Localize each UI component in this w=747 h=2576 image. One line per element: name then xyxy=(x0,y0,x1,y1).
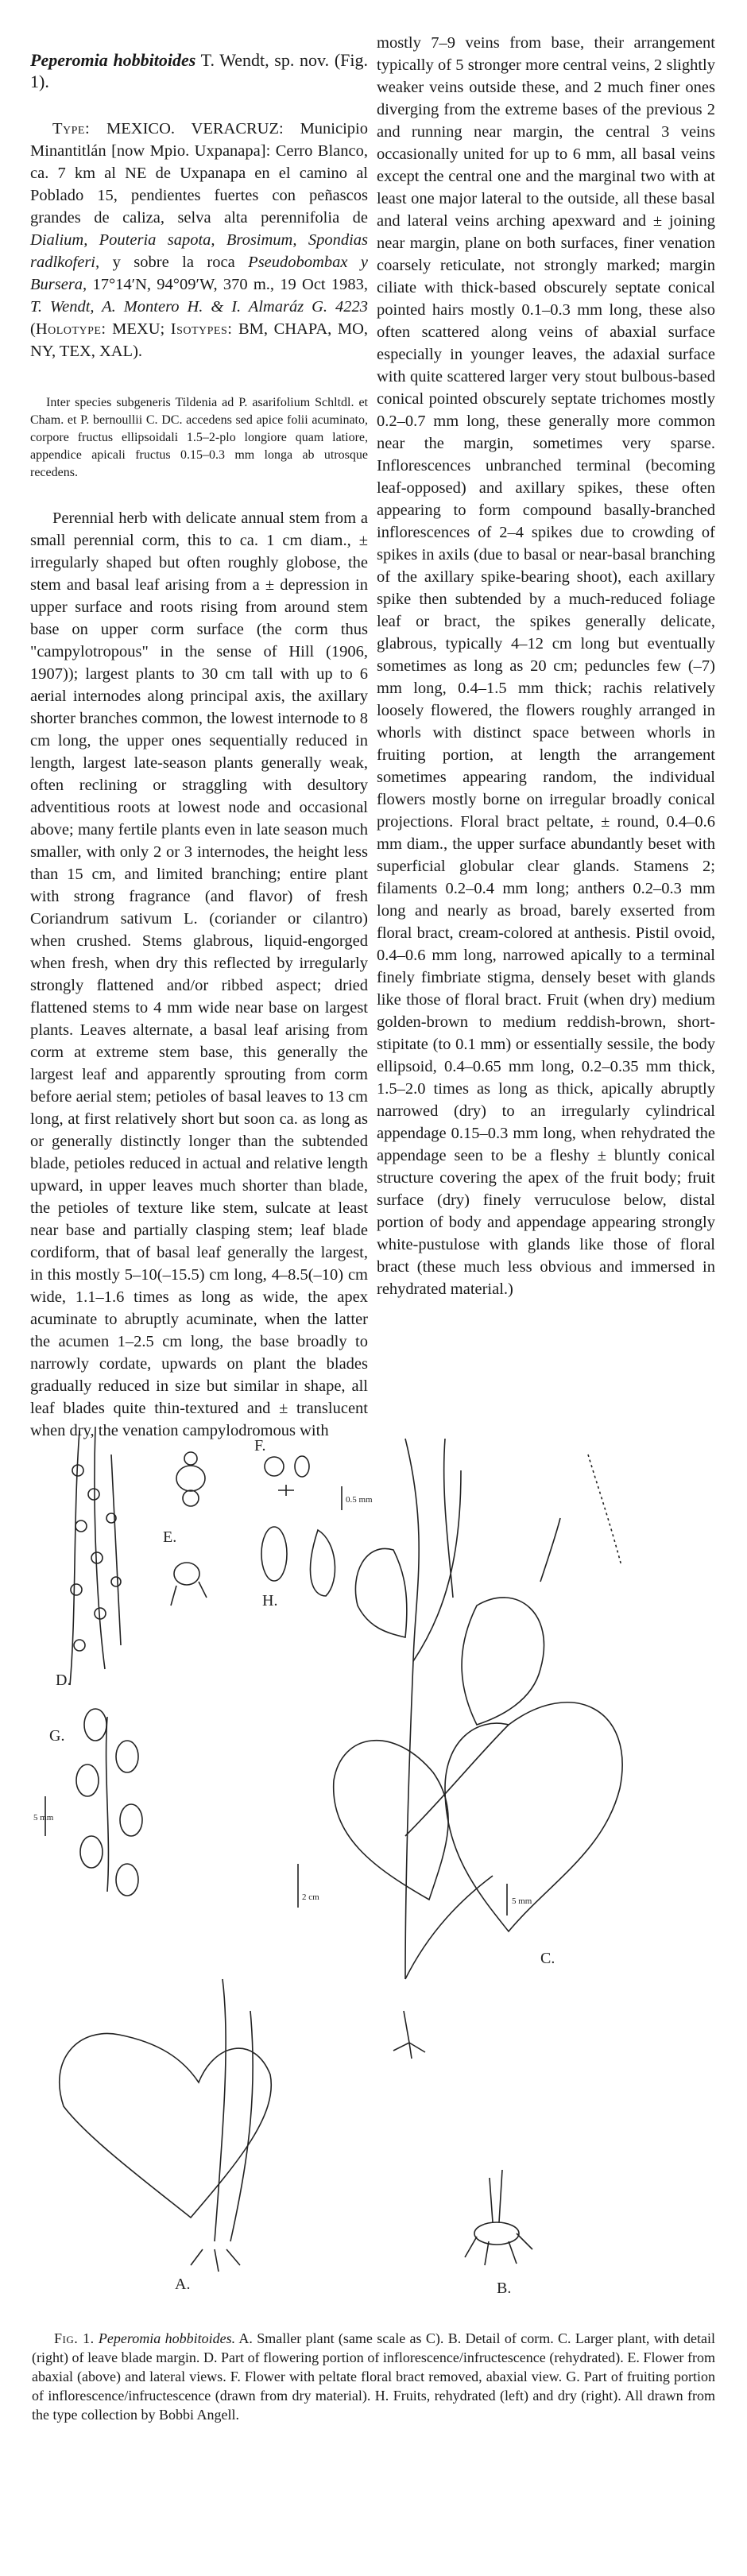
leaf-margin-detail xyxy=(588,1455,621,1566)
caption-species: Peperomia hobbitoides. xyxy=(98,2330,236,2346)
panel-c-drawing xyxy=(334,1439,622,2059)
panel-label-c: C. xyxy=(540,1950,555,1967)
type-citation: Type: MEXICO. VERACRUZ: Municipio Minantitlán [now Mpio. Uxpanapa]: Cerro Blanco, ca. 7 km al NE de Uxpanapa en el camino al Poblado 15, pendientes fuertes con peñascos grandes de caliza, selva alta perennifolia de Dialium, Pouteria sapota, Brosimum, Spondias radlkoferi, y sobre la roca Pseudobombax y Bursera, 17°14′N, 94°09′W, 370 m., 19 Oct 1983, T. Wendt, A. Montero H. & I. Almaráz G. 4223 (Holotype: MEXU; Isotypes: BM, CHAPA, MO, NY, TEX, XAL). xyxy=(30,120,368,360)
illustration-svg xyxy=(32,1423,715,2313)
description-right: mostly 7–9 veins from base, their arrangement typically of 5 stronger more central veins, 2 slightly weaker veins outside these, and 2 much finer ones diverging from the extreme bases of the previous 2 and running near margin, the central 3 veins occasionally united for up to 6 mm, all basal veins except the central one and the marginal two with at least one major lateral to the outside, all these basal and lateral veins arching apexward and ± joining near margin, plane on both surfaces, finer venation coarsely reticulate, not strongly marked; margin ciliate with thick-based obscurely septate conical pointed hairs mostly 0.1–0.3 mm long, these also often scattered along veins of abaxial surface especially in younger leaves, the adaxial surface with quite scattered larger very stout bulbous-based conical pointed obscurely septate trichomes mostly 0.2–0.7 mm long, these generally more common near the margin, sometimes very sparse. Inflorescences unbranched terminal (becoming leaf-opposed) and axillary spikes, these often appearing to form compound basally-branched inflorescences of 2–4 spikes due to crowding of spikes in axils (due to basal or near-basal branching of the axillary spike-bearing shoot), each axillary spike then subtended by a much-reduced foliage leaf or bract, the spikes generally delicate, glabrous, typically 4–12 cm long but eventually sometimes as long as 20 cm; peduncles few (–7) mm long, 0.4–1.5 mm thick; rachis relatively loosely flowered, the flowers roughly arranged in whorls with distinct space between whorls in fruiting portion, at length the arrangement sometimes appearing random, the individual flowers mostly borne on irregular broadly conical projections. Floral bract peltate, ± round, 0.4–0.6 mm diam., the upper surface abundantly beset with superficial globular clear glands. Stamens 2; filaments 0.2–0.4 mm long; anthers 0.2–0.3 mm long and nearly as broad, barely exserted from floral bract, cream-colored at anthesis. Pistil ovoid, 0.4–0.6 mm long, narrowed apically to a terminal finely fimbriate stigma, densely beset with glands like those of floral bract. Fruit (when dry) medium golden-brown to medium reddish-brown, short-stipitate (to 0.1 mm) or essentially sessile, the body ellipsoid, 0.4–0.65 mm long, 0.2–0.35 mm thick, 1.5–2.0 times as long as thick, apically abruptly narrowed (dry) to an irregularly cylindrical appendage 0.15–0.3 mm long, when rehydrated the appendage seen to be a fleshy ± bluntly conical structure covering the apex of the fruit body; fruit surface (dry) finely verruculose below, distal portion of body and appendage appearing strongly white-pustulose with glands like those of floral bract (these much less obvious and immersed in rehydrated material.) xyxy=(377,34,715,1298)
type-label: Type: xyxy=(52,120,91,138)
figure-caption xyxy=(32,2329,715,2424)
botanical-illustration xyxy=(32,1423,715,2313)
left-column xyxy=(30,49,368,1442)
panel-b-drawing xyxy=(465,2170,532,2265)
panel-label-b: B. xyxy=(497,2280,512,2297)
species-name: Peperomia hobbitoides xyxy=(30,50,196,70)
panel-f-drawing xyxy=(265,1456,309,1496)
latin-diagnosis: Inter species subgeneris Tildenia ad P. asarifolium Schltdl. et Cham. et P. bernoullii C. DC. accedens sed apice folii acuminato, corpore fructus ellipsoidali 1.5–2-plo longiore quam latiore, appendice apicali fructus 0.15–0.3 mm longa ab utrosque recedens. xyxy=(30,396,368,479)
panel-label-e: E. xyxy=(163,1528,177,1546)
panel-d-drawing xyxy=(70,1427,121,1685)
scale-label-g: 5 mm xyxy=(33,1813,54,1823)
scale-label-c: 2 cm xyxy=(302,1892,319,1902)
caption-text: A. Smaller plant (same scale as C). B. Detail of corm. C. Larger plant, with detail (right) of leave blade margin. D. Part of flowering portion of inflorescence/infructescence (rehydrated). E. Flower from abaxial (above) and lateral views. F. Flower with peltate floral bract removed, abaxial view. G. Part of fruiting portion of inflorescence/infructescence (drawn from dry material). H. Fruits, rehydrated (left) and dry (right). All drawn from the type collection by Bobbi Angell. xyxy=(32,2330,716,2423)
panel-h-drawing xyxy=(261,1527,335,1596)
panel-label-d: D. xyxy=(56,1671,72,1689)
description-left: Perennial herb with delicate annual stem from a small perennial corm, this to ca. 1 cm diam., ± irregularly shaped but often roughly globose, the stem and basal leaf arising from a ± depression in upper surface and roots rising from around stem base on upper corm surface (the corm thus "campylotropous" in the sense of Hill (1906, 1907)); largest plants to 30 cm tall with up to 6 aerial internodes along principal axis, the axillary shorter branches common, the lowest internode to 8 cm long, the upper ones sequentially reduced in length, largest late-season plants generally weak, often reclining or straggling with desultory adventitious roots at lowest node and occasional above; many fertile plants even in late season much smaller, with only 2 or 3 internodes, the height less than 15 cm, and limited branching; entire plant with strong fragrance (and flavor) of fresh Coriandrum sativum L. (coriander or cilantro) when crushed. Stems glabrous, liquid-engorged when fresh, when dry this reflected by irregularly strongly flattened and/or ribbed aspect; dried flattened stems to 4 mm wide near base on largest plants. Leaves alternate, a basal leaf arising from corm at extreme stem base, this generally the largest leaf and apparently sprouting from corm before aerial stem; petioles of basal leaves to 13 cm long, at first relatively short but soon ca. as long as or generally distinctly longer than the subtended blade, petioles reduced in actual and relative length upward, in upper leaves much shorter than blade, the petioles of texture like stem, sulcate at least near base and partially clasping stem; leaf blade cordiform, that of basal leaf generally the largest, in this mostly 5–10(–15.5) cm long, 4–8.5(–10) cm wide, 1.1–1.6 times as long as wide, the apex acuminate to abruptly acuminate, when the latter the acumen 1–2.5 cm long, the base broadly to narrowly cordate, upwards on plant the blades gradually reduced in size but similar in shape, all leaf blades quite thin-textured and ± translucent when dry, the venation campylodromous with xyxy=(30,509,368,1439)
panel-a-drawing xyxy=(60,1979,272,2272)
panel-label-h: H. xyxy=(262,1592,278,1610)
scale-label-b: 5 mm xyxy=(512,1896,532,1906)
scale-label-f: 0.5 mm xyxy=(346,1495,373,1505)
panel-label-g: G. xyxy=(49,1727,65,1745)
panel-label-f: F. xyxy=(254,1437,266,1455)
panel-g-drawing xyxy=(76,1709,142,1896)
right-column xyxy=(377,32,715,1300)
collectors: T. Wendt, A. Montero H. & I. Almaráz G. 4223 xyxy=(30,298,368,316)
species-authority: T. Wendt, sp. nov. xyxy=(200,50,330,70)
species-heading xyxy=(30,49,368,92)
panel-label-a: A. xyxy=(175,2276,191,2293)
figure-reference: (Fig. 1). xyxy=(30,50,368,91)
caption-label: Fig. 1. xyxy=(54,2330,95,2346)
